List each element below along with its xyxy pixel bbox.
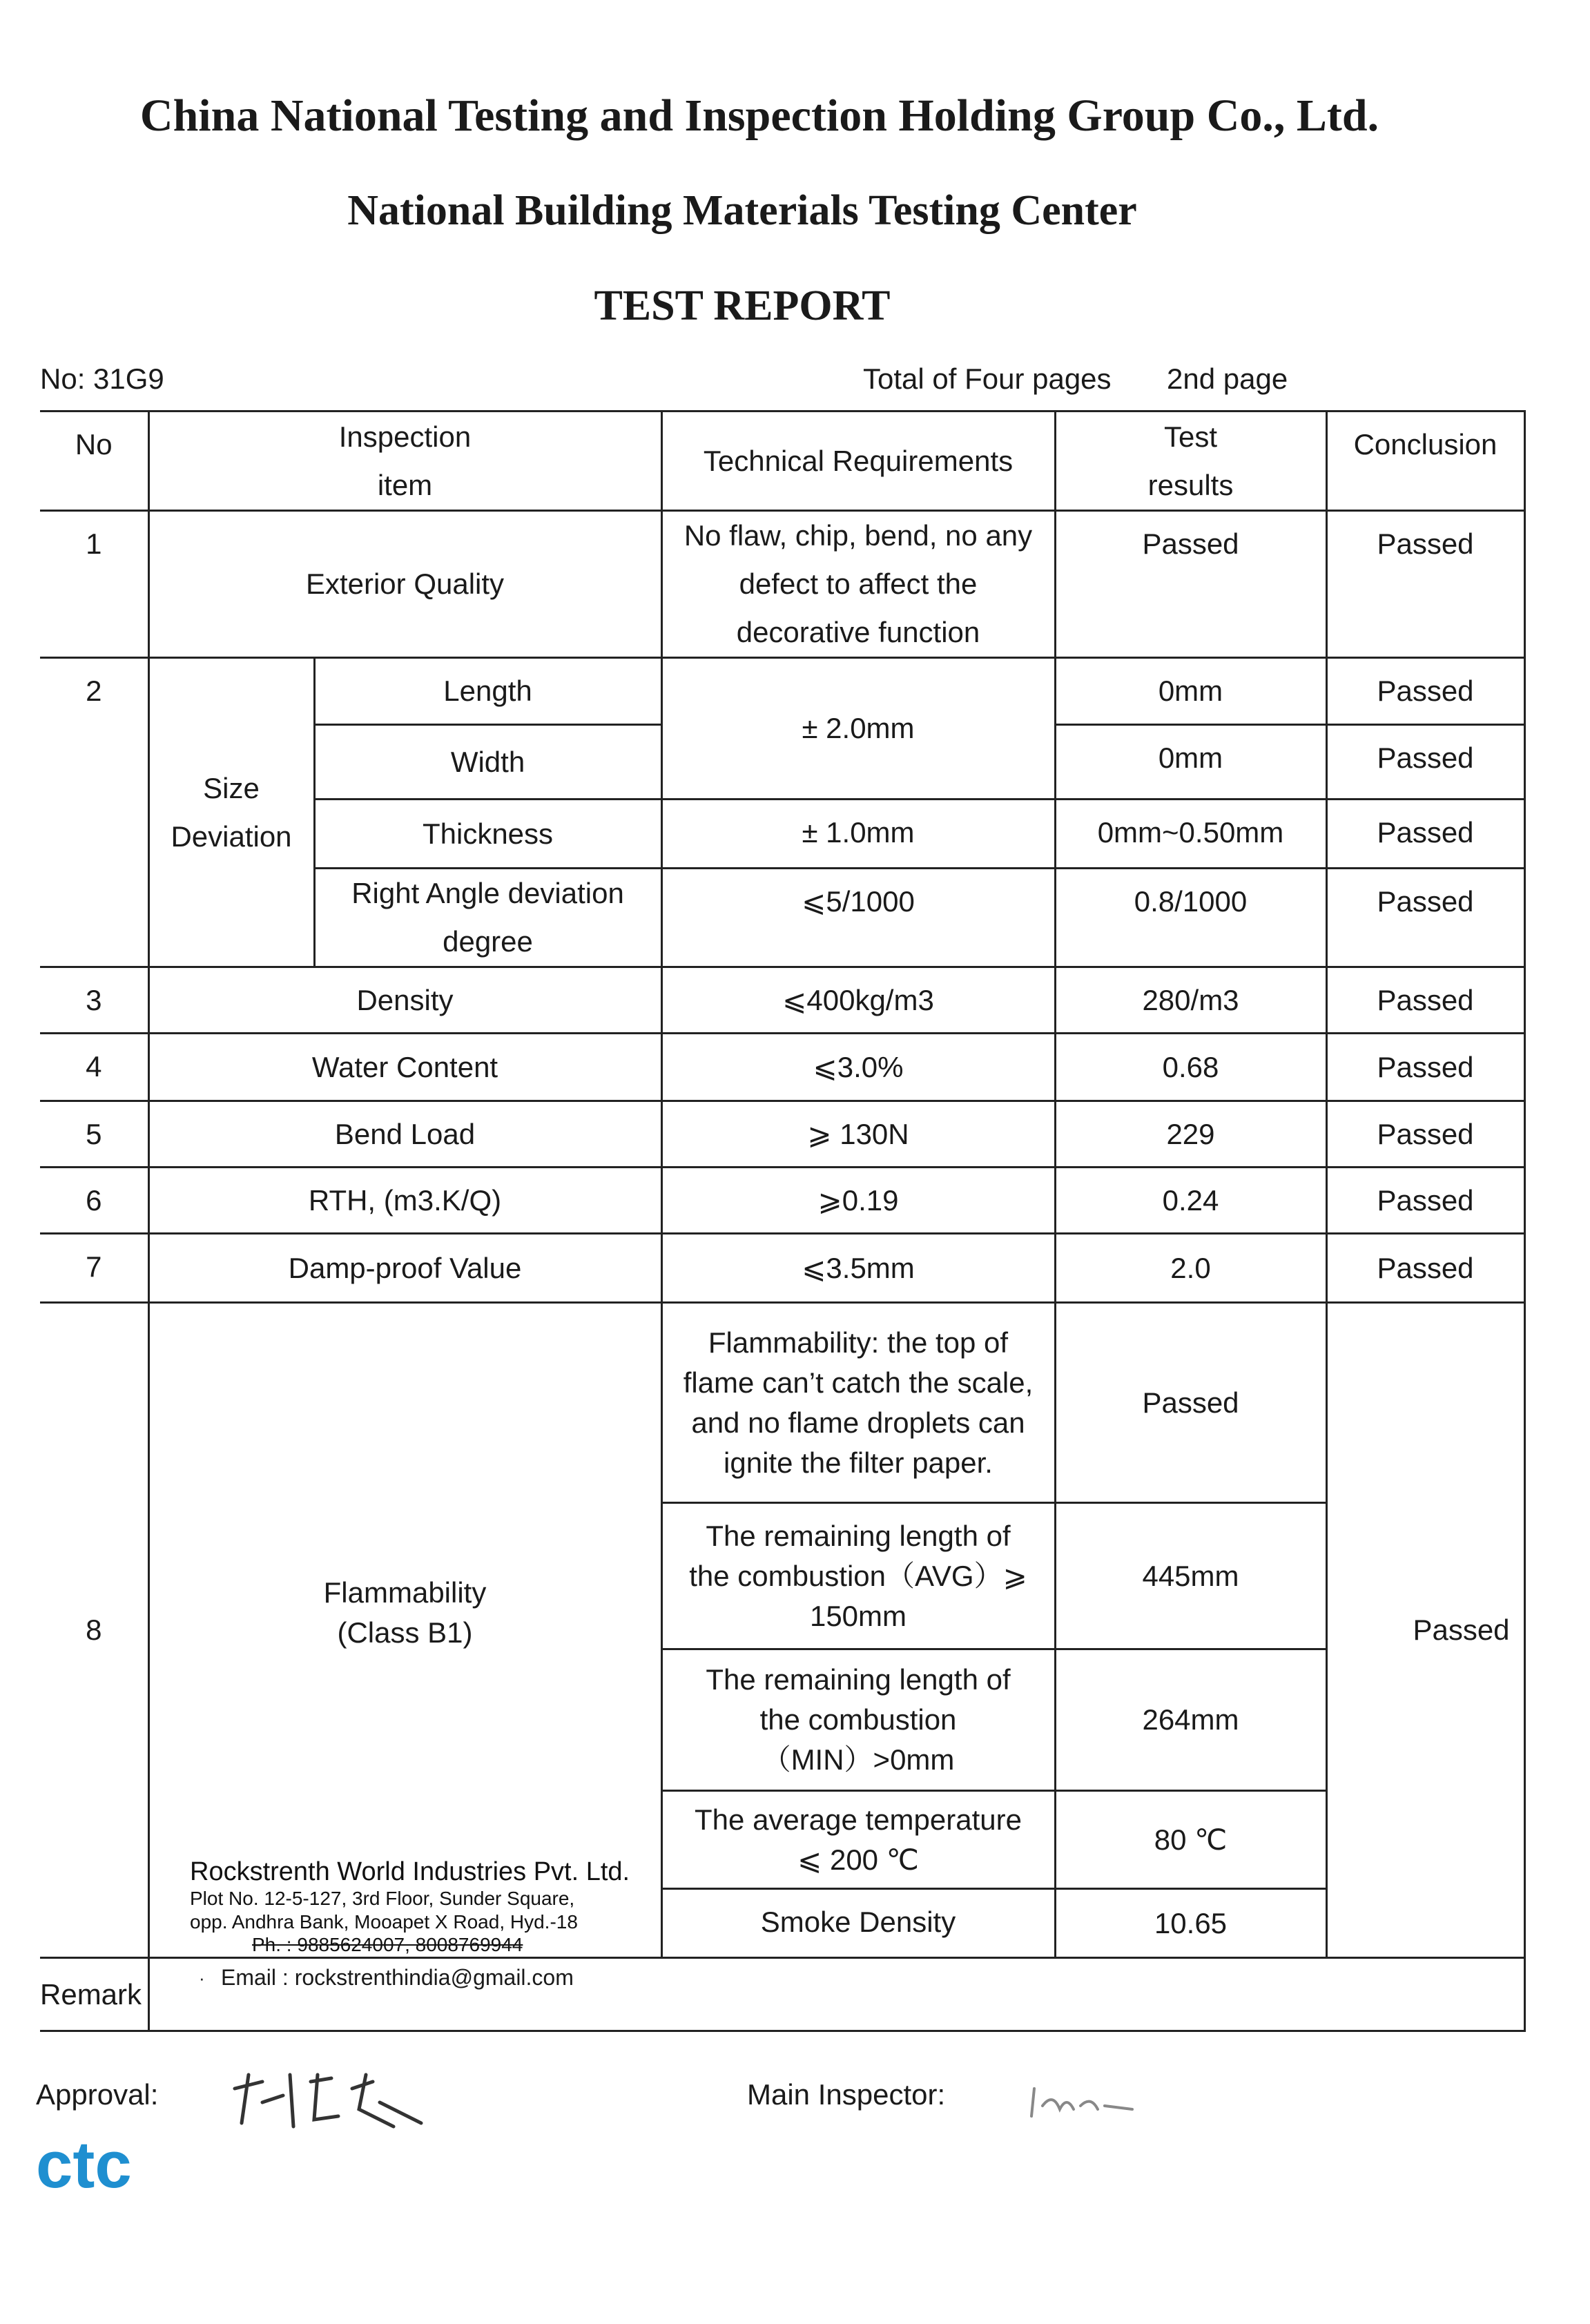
header-inspection-item: Inspection item [148,411,661,511]
conclusion: Passed [1326,1303,1524,1958]
requirement: ⩾ 130N [661,1101,1055,1168]
test-result: 10.65 [1055,1889,1326,1958]
item-density: Density [148,967,661,1034]
test-result: 80 ℃ [1055,1791,1326,1889]
item-right-angle: Right Angle deviation degree [314,869,661,967]
item-rth: RTH, (m3.K/Q) [148,1168,661,1234]
conclusion: Passed [1326,1034,1524,1101]
conclusion: Passed [1326,511,1524,658]
inspector-label: Main Inspector: [747,2078,946,2111]
requirement: ⩾0.19 [661,1168,1055,1234]
table-row: 7 Damp-proof Value ⩽3.5mm 2.0 Passed [40,1234,1524,1303]
test-result: 445mm [1055,1503,1326,1649]
conclusion: Passed [1326,1101,1524,1168]
item-flammability: Flammability (Class B1) [148,1303,661,1958]
item-bend-load: Bend Load [148,1101,661,1168]
table-row: 4 Water Content ⩽3.0% 0.68 Passed [40,1034,1524,1101]
requirement: ⩽400kg/m3 [661,967,1055,1034]
test-result: Passed [1055,1303,1326,1503]
requirement: The average temperature ⩽ 200 ℃ [661,1791,1055,1889]
test-result: 0.8/1000 [1055,869,1326,967]
stamp-email: Email : rockstrenthindia@gmail.com [221,1965,574,1990]
table-header-row [40,411,1524,511]
center-title: National Building Materials Testing Center [347,187,1137,234]
conclusion: Passed [1326,725,1524,800]
test-result: 0mm~0.50mm [1055,800,1326,869]
ctc-logo [36,2133,146,2202]
requirement: ± 1.0mm [661,800,1055,869]
page-number: 2nd page [1167,362,1288,395]
requirement: ⩽3.0% [661,1034,1055,1101]
conclusion: Passed [1326,1234,1524,1303]
test-result: 0.24 [1055,1168,1326,1234]
test-result: 0mm [1055,725,1326,800]
inspector-signature [1029,2078,1139,2127]
test-result: 0.68 [1055,1034,1326,1101]
item-size-deviation: Size Deviation [148,658,314,967]
requirement: ⩽3.5mm [661,1234,1055,1303]
conclusion: Passed [1326,869,1524,967]
requirement: The remaining length of the combustion （MIN）>0mm [661,1649,1055,1791]
item-length: Length [314,658,661,725]
test-result: 229 [1055,1101,1326,1168]
table-row: 8 Flammability (Class B1) Flammability: the top of flame can’t catch the scale, and no flame droplets can ignite the filter paper. Passed Passed [40,1303,1524,1503]
table-row: 5 Bend Load ⩾ 130N 229 Passed [40,1101,1524,1168]
item-exterior-quality: Exterior Quality [148,511,661,658]
approval-label: Approval: [36,2078,159,2111]
requirement: ± 2.0mm [661,658,1055,800]
header-no: No [40,411,148,511]
item-width: Width [314,725,661,800]
conclusion: Passed [1326,658,1524,725]
test-result: 280/m3 [1055,967,1326,1034]
requirement: The remaining length of the combustion（AVG）⩾ 150mm [661,1503,1055,1649]
header-requirements: Technical Requirements [661,411,1055,511]
requirement: No flaw, chip, bend, no any defect to affect the decorative function [661,511,1055,658]
test-result: 0mm [1055,658,1326,725]
conclusion: Passed [1326,800,1524,869]
table-row: 1 Exterior Quality No flaw, chip, bend, no any defect to affect the decorative function Passed Passed [40,511,1524,658]
svg-text:ctc: ctc [36,2133,132,2202]
item-thickness: Thickness [314,800,661,869]
header-conclusion: Conclusion [1326,411,1524,511]
conclusion: Passed [1326,967,1524,1034]
table-row: 6 RTH, (m3.K/Q) ⩾0.19 0.24 Passed [40,1168,1524,1234]
requirement: Smoke Density [661,1889,1055,1958]
test-report-table [40,410,1526,2032]
test-result: Passed [1055,511,1326,658]
item-damp-proof: Damp-proof Value [148,1234,661,1303]
requirement: ⩽5/1000 [661,869,1055,967]
report-number: No: 31G9 [40,362,164,395]
remark-label: Remark [40,1958,148,2031]
test-result: 2.0 [1055,1234,1326,1303]
table-row: 3 Density ⩽400kg/m3 280/m3 Passed [40,967,1524,1034]
test-result: 264mm [1055,1649,1326,1791]
conclusion: Passed [1326,1168,1524,1234]
header-test-results: Test results [1055,411,1326,511]
company-stamp: Rockstrenth World Industries Pvt. Ltd. Plot No. 12-5-127, 3rd Floor, Sunder Square, opp. Andhra Bank, Mooapet X Road, Hyd.-18 Ph. : 9885624007, 8008769944 [190,1857,630,1955]
company-title: China National Testing and Inspection Holding Group Co., Ltd. [139,90,1379,141]
table-row: 2 Size Deviation Length ± 2.0mm 0mm Passed [40,658,1524,725]
total-pages: Total of Four pages [863,362,1112,395]
requirement: Flammability: the top of flame can’t catch the scale, and no flame droplets can ignite the filter paper. [661,1303,1055,1503]
approval-signature [221,2061,442,2137]
report-title: TEST REPORT [594,282,891,329]
item-water-content: Water Content [148,1034,661,1101]
